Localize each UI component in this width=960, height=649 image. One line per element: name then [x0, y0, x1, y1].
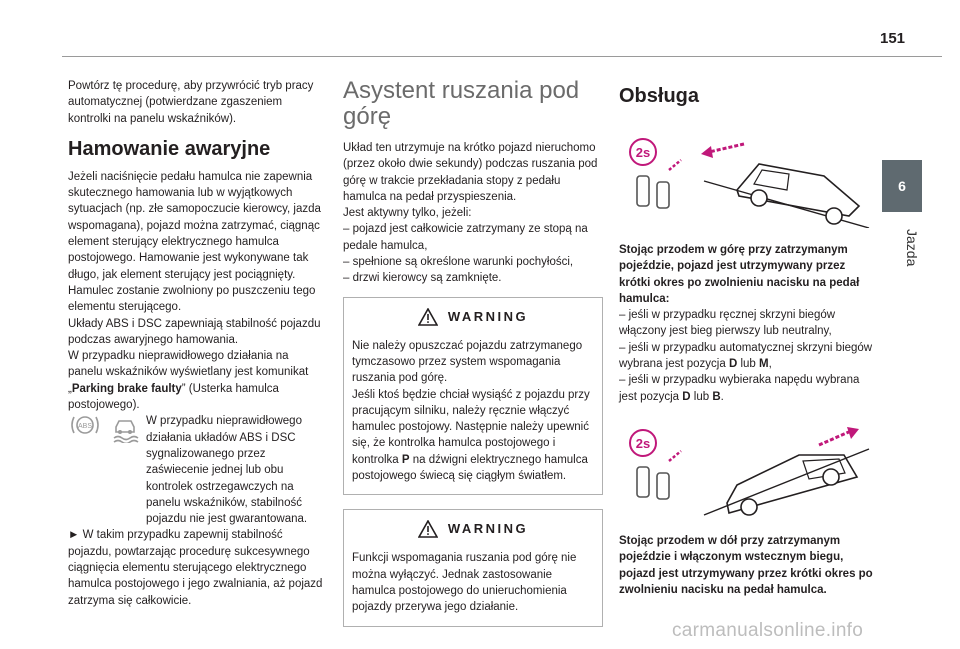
timer-badge: [630, 430, 656, 456]
uphill-arrow: [709, 144, 744, 152]
warning-title: WARNING: [447, 308, 529, 324]
svg-text:2s: 2s: [635, 145, 651, 160]
hill-start-condition-intro: Jest aktywny tylko, jeżeli:: [343, 207, 472, 220]
column-left: [68, 78, 324, 609]
chapter-title: Jazda: [904, 229, 920, 267]
uphill-caption: Stojąc przodem w górę przy zatrzymanym pojeździe, pojazd jest utrzymywany przez krótki okres po zwolnieniu nacisku na pedał hamulca:: [619, 244, 860, 305]
dsc-warning-icon: [110, 413, 140, 443]
intro-paragraph: Powtórz tę procedurę, aby przywrócić tryb pracy automatycznej (potwierdzane zgaszeniem kontrolki na panelu wskaźników).: [68, 80, 314, 125]
warning-1-paragraph-1: Nie należy opuszczać pojazdu zatrzymanego tymczasowo przez system wspomagania ruszania pod górę.: [352, 339, 583, 385]
uphill-bullet-2: – jeśli w przypadku automatycznej skrzyni biegów wybrana jest pozycja D lub M,: [619, 341, 873, 371]
emergency-paragraph-3: W przypadku nieprawidłowego działania na panelu wskaźników wyświetlany jest komunikat „Parking brake faulty” (Usterka hamulca postojowego).: [68, 350, 309, 412]
page-number: 151: [880, 30, 906, 47]
abs-dsc-paragraph: W przypadku nieprawidłowego działania układów ABS i DSC sygnalizowanego przez zaświecenie jednej lub obu kontrolek ostrzegawczych na panelu wskaźników, stabilność pojazdu nie jest gwarantowana.: [146, 415, 308, 526]
svg-text:2s: 2s: [635, 435, 651, 451]
warning-box-1: [343, 297, 603, 496]
action-paragraph: ► W takim przypadku zapewnij stabilność pojazdu, powtarzając procedurę sukcesywnego ciągnięcia elementu sterującego elektrycznego hamulca postojowego i jego zwalniania, aż pojazd zatrzyma się całkowicie.: [68, 529, 323, 607]
timer-badge: [630, 139, 656, 165]
downhill-arrow: [819, 431, 851, 445]
svg-text:ABS: ABS: [77, 423, 93, 431]
abs-warning-icon: [68, 413, 102, 437]
car-icon: [737, 164, 859, 224]
uphill-bullet-1: – jeśli w przypadku ręcznej skrzyni biegów włączony jest bieg pierwszy lub neutralny,: [619, 309, 836, 338]
hill-start-condition-2: – spełnione są określone warunki pochyłości,: [343, 256, 574, 269]
emergency-paragraph-1: Jeżeli naciśnięcie pedału hamulca nie zapewnia skutecznego hamowania lub w wyjątkowych sytuacjach (np. złe samopoczucie kierowcy, jazda wspomagana), pojazd można zatrzymać, ciągnąc element sterujący elektrycznego hamulca postojowego. Hamowanie jest wykonywane tak długo, jak element sterujący jest pociągnięty. Hamulec zostanie zwolniony po puszczeniu tego elementu sterującego.: [68, 170, 321, 314]
operation-heading: Obsługa: [619, 85, 700, 107]
abs-dsc-note: [68, 413, 324, 527]
hill-start-heading: Asystent ruszania pod górę: [343, 77, 580, 130]
downhill-caption: Stojąc przodem w dół przy zatrzymanym pojeździe i włączonym wstecznym biegu, pojazd jest utrzymywany przez krótki okres po zwolnieniu nacisku na pedał hamulca.: [619, 534, 873, 596]
column-middle: [343, 78, 603, 627]
hill-start-condition-3: – drzwi kierowcy są zamknięte.: [343, 272, 502, 285]
column-right: [619, 78, 874, 598]
warning-title: WARNING: [447, 521, 529, 537]
hill-start-paragraph: Układ ten utrzymuje na krótko pojazd nieruchomo (przez około dwie sekundy) podczas ruszania pod górę w trakcie przekładania stopy z pedału hamulca na pedał przyspieszenia.: [343, 142, 598, 203]
warning-2-paragraph: Funkcji wspomagania ruszania pod górę nie można wyłączyć. Jednak zastosowanie hamulca postojowego do unieruchomienia pojazdy przerywa jego działanie.: [352, 552, 577, 614]
warning-triangle-icon: [418, 308, 438, 326]
top-rule: [62, 56, 942, 57]
uphill-bullet-3: – jeśli w przypadku wybieraka napędu wybrana jest pozycja D lub B.: [619, 374, 860, 403]
brake-pedals-icon: [637, 160, 681, 208]
car-icon: [727, 455, 857, 515]
chapter-tab[interactable]: 6: [882, 160, 922, 212]
warning-1-paragraph-2: Jeśli ktoś będzie chciał wysiąść z pojazdu przy pracującym silniku, należy ręcznie włączyć hamulec postojowy. Następnie należy upewnić się, że kontrolka hamulca postojowego i kontrolka P na dźwigni elektrycznego hamulca postojowego świecą się ciągłym światłem.: [352, 388, 590, 483]
warning-box-2: [343, 509, 603, 626]
watermark: carmanualsonline.info: [672, 620, 864, 641]
emergency-paragraph-2: Układy ABS i DSC zapewniają stabilność pojazdu podczas awaryjnego hamowania.: [68, 317, 321, 346]
downhill-illustration: [619, 427, 874, 519]
brake-pedals-icon: [637, 451, 681, 499]
uphill-illustration: [619, 136, 874, 228]
warning-triangle-icon: [418, 520, 438, 538]
fault-message: Parking brake faulty: [71, 382, 182, 395]
emergency-braking-heading: Hamowanie awaryjne: [68, 137, 271, 160]
hill-start-condition-1: – pojazd jest całkowicie zatrzymany ze stopą na pedale hamulca,: [343, 223, 588, 252]
